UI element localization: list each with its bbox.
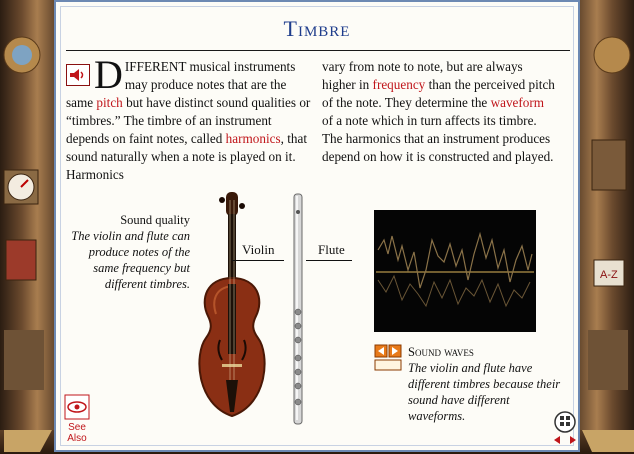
col2-text-3: of a note which in turn affects its timbre. The harmonics that an instrument produces depend on how it is constructed and played. — [322, 113, 554, 164]
article-panel — [54, 0, 580, 452]
sound-waves-caption — [378, 344, 568, 424]
waveform-graph — [374, 210, 536, 332]
drop-cap: D — [94, 52, 123, 97]
svg-text:A-Z: A-Z — [600, 269, 618, 281]
violin-label: Violin — [242, 242, 275, 257]
eye-icon[interactable] — [64, 394, 90, 420]
sound-waves-heading: Sound waves — [408, 345, 474, 359]
sound-quality-heading: Sound quality — [120, 213, 190, 227]
col1-text-3: , that sound naturally when a note is played on it. Harmonics — [66, 131, 307, 182]
speaker-icon[interactable] — [66, 64, 90, 86]
see-also-line2: Also — [67, 433, 87, 444]
article-column-2 — [322, 58, 558, 166]
page-title: Timbre — [283, 16, 351, 41]
link-harmonics[interactable]: harmonics — [225, 131, 281, 146]
col1-text-2: but have distinct sound qualities or “timbres.” The timbre of an instrument depends on faint notes, called — [66, 95, 311, 146]
article-column-1 — [66, 52, 312, 184]
link-pitch[interactable]: pitch — [96, 95, 123, 110]
col2-text-2: than the perceived pitch of the note. They determine the — [322, 77, 555, 110]
see-also-label[interactable] — [62, 422, 92, 444]
violin-image — [186, 190, 280, 426]
flute-image — [288, 192, 308, 428]
title-rule — [66, 50, 570, 51]
col1-text-1: IFFERENT musical instruments may produce notes that are the same — [66, 59, 296, 110]
link-waveform[interactable]: waveform — [490, 95, 545, 110]
sound-waves-body: The violin and flute have different timbres because their sound have different waveforms. — [408, 361, 561, 423]
sound-quality-caption — [66, 212, 190, 292]
flute-leader-line — [306, 260, 352, 261]
waveform-display — [374, 210, 536, 332]
violin-leader-line — [232, 260, 284, 261]
right-decorations — [572, 0, 634, 454]
link-frequency[interactable]: frequency — [372, 77, 426, 92]
see-also-line1: See — [68, 422, 86, 433]
flute-label: Flute — [318, 242, 345, 257]
left-decorations — [0, 0, 62, 454]
navigation-compass-icon[interactable] — [552, 410, 578, 446]
col2-text-1: vary from note to note, but are always higher in — [322, 59, 523, 92]
sound-quality-body: The violin and flute can produce notes of the same frequency but different timbres. — [71, 229, 190, 291]
